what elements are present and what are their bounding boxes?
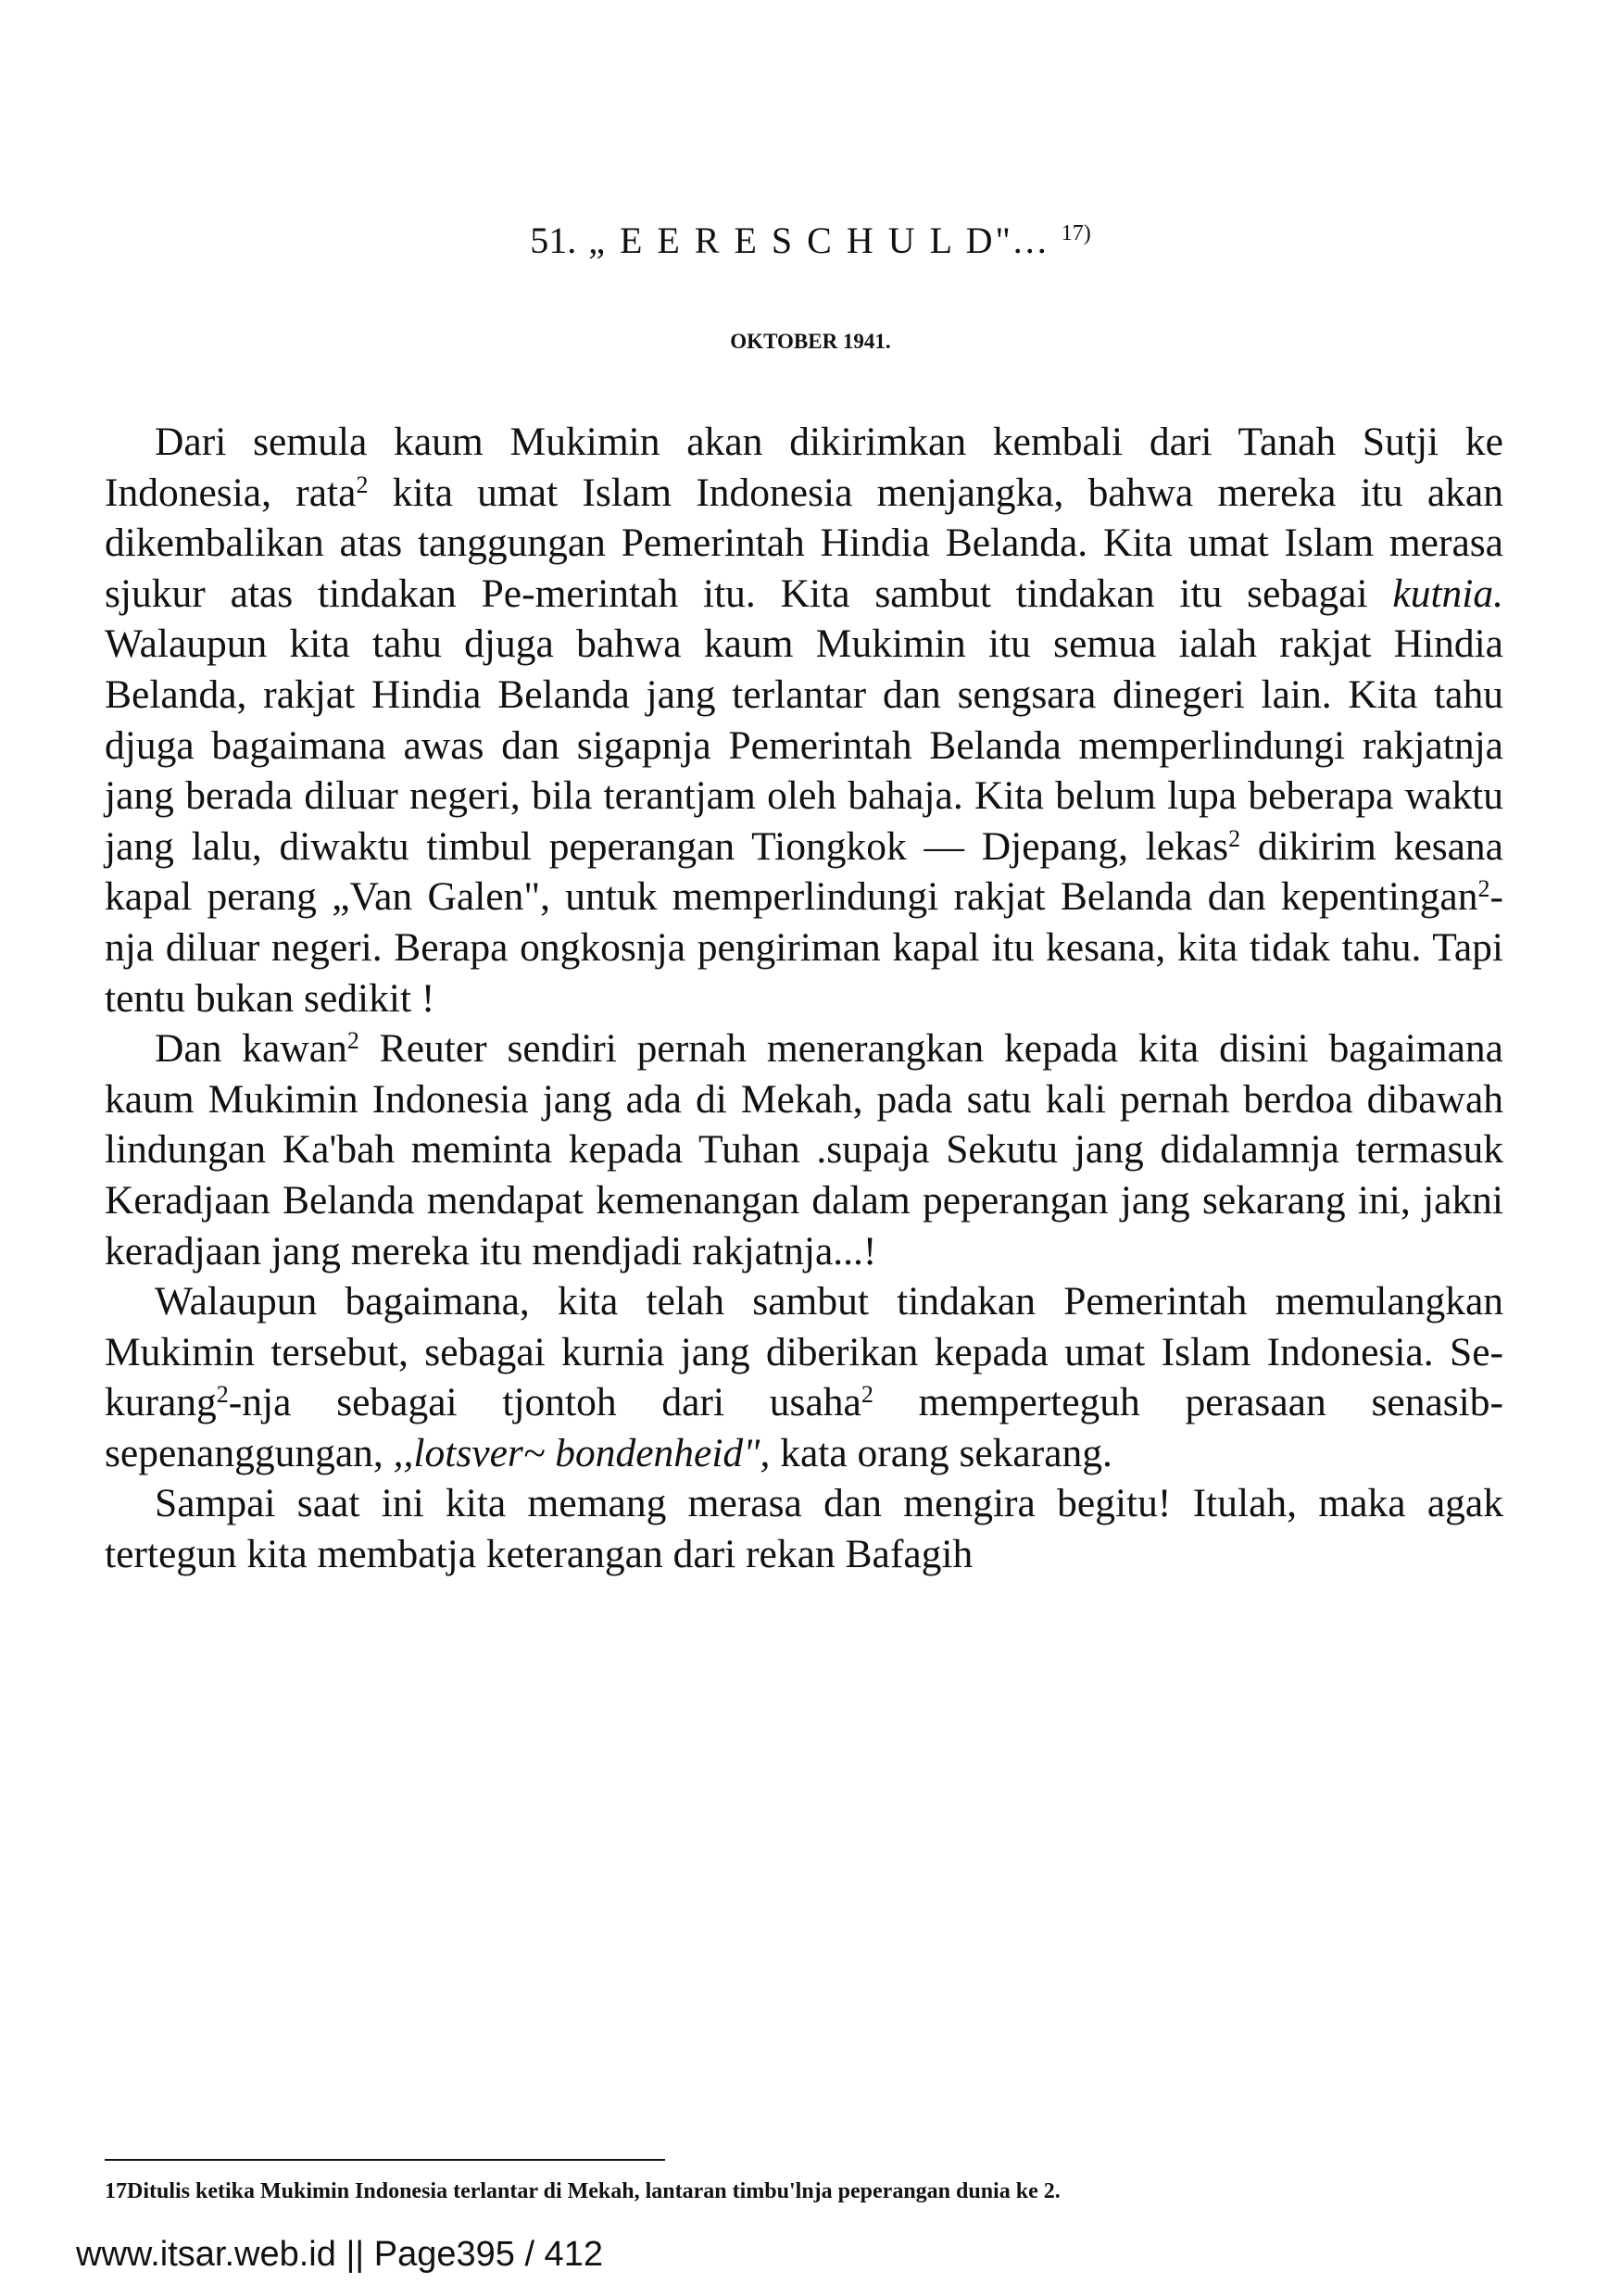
italic-term: kutnia. (1392, 571, 1503, 616)
superscript-repeat-mark: 2 (356, 470, 369, 498)
italic-term: ,,lotsver~ bondenheid", (393, 1430, 771, 1475)
chapter-heading (0, 219, 1621, 262)
superscript-repeat-mark: 2 (1228, 824, 1241, 852)
footnote-text: Ditulis ketika Mukimin Indonesia terlantar di Mekah, lantaran timbu'lnja peperangan dunia ke 2. (127, 2179, 1061, 2203)
footnote-number: 17 (105, 2179, 127, 2203)
page-footer: www.itsar.web.id || Page395 / 412 (76, 2235, 603, 2274)
superscript-repeat-mark: 2 (1477, 875, 1490, 903)
chapter-title: „ E E R E S C H U L D"... (588, 220, 1049, 261)
superscript-repeat-mark: 2 (216, 1381, 229, 1409)
footnote-divider (105, 2159, 665, 2161)
superscript-repeat-mark: 2 (346, 1027, 359, 1055)
paragraph-1: Dari semula kaum Mukimin akan dikirimkan kembali dari Tanah Sutji ke Indonesia, rata$^2$ kita umat Islam Indonesia menjangka, bahwa mereka itu akan dikembalikan atas tanggungan Pemerintah Hindia Belanda. Kita umat Islam merasa sjukur atas tindakan Pe-merintah itu. Kita sambut tindakan itu sebagai kutnia. Walaupun kita tahu djuga bahwa kaum Mukimin itu semua ialah rakjat Hindia Belanda, rakjat Hindia Belanda jang terlantar dan sengsara dinegeri lain. Kita tahu djuga bagaimana awas dan sigapnja Pemerintah Belanda memperlindungi rakjatnja jang berada diluar negeri, bila terantjam oleh bahaja. Kita belum lupa beberapa waktu jang lalu, diwaktu timbul peperangan Tiongkok — Djepang, lekas$^2$ dikirim kesana kapal perang „Van Galen", untuk memperlindungi rakjat Belanda dan kepentingan$^2$-nja diluar negeri. Berapa ongkosnja pengiriman kapal itu kesana, kita tidak tahu. Tapi tentu bukan sedikit ! (105, 420, 1503, 1021)
article-date: OKTOBER 1941. (730, 330, 891, 353)
paragraph-3: Walaupun bagaimana, kita telah sambut tindakan Pemerintah memulangkan Mukimin tersebut, sebagai kurnia jang diberikan kepada umat Islam Indonesia. Se-kurang$^2$-nja sebagai tjontoh dari usaha$^2$ memperteguh perasaan senasib-sepenanggungan, ,,lotsver~ bondenheid", kata orang sekarang. (105, 1279, 1504, 1475)
chapter-number: 51. (530, 220, 577, 261)
paragraph-2: Dan kawan$^2$ Reuter sendiri pernah menerangkan kepada kita disini bagaimana kaum Mukimin Indonesia jang ada di Mekah, pada satu kali pernah berdoa dibawah lindungan Ka'bah meminta kepada Tuhan .supaja Sekutu jang didalamnja termasuk Keradjaan Belanda mendapat kemenangan dalam peperangan jang sekarang ini, jakni keradjaan jang mereka itu mendjadi rakjatnja...! (105, 1026, 1503, 1273)
superscript-repeat-mark: 2 (861, 1381, 873, 1409)
footnote (105, 2177, 1309, 2206)
article-body (105, 417, 1503, 1580)
chapter-footnote-ref: 17) (1061, 221, 1091, 245)
paragraph-4: Sampai saat ini kita memang merasa dan mengira begitu! Itulah, maka agak tertegun kita membatja keterangan dari rekan Bafagih (105, 1481, 1503, 1577)
